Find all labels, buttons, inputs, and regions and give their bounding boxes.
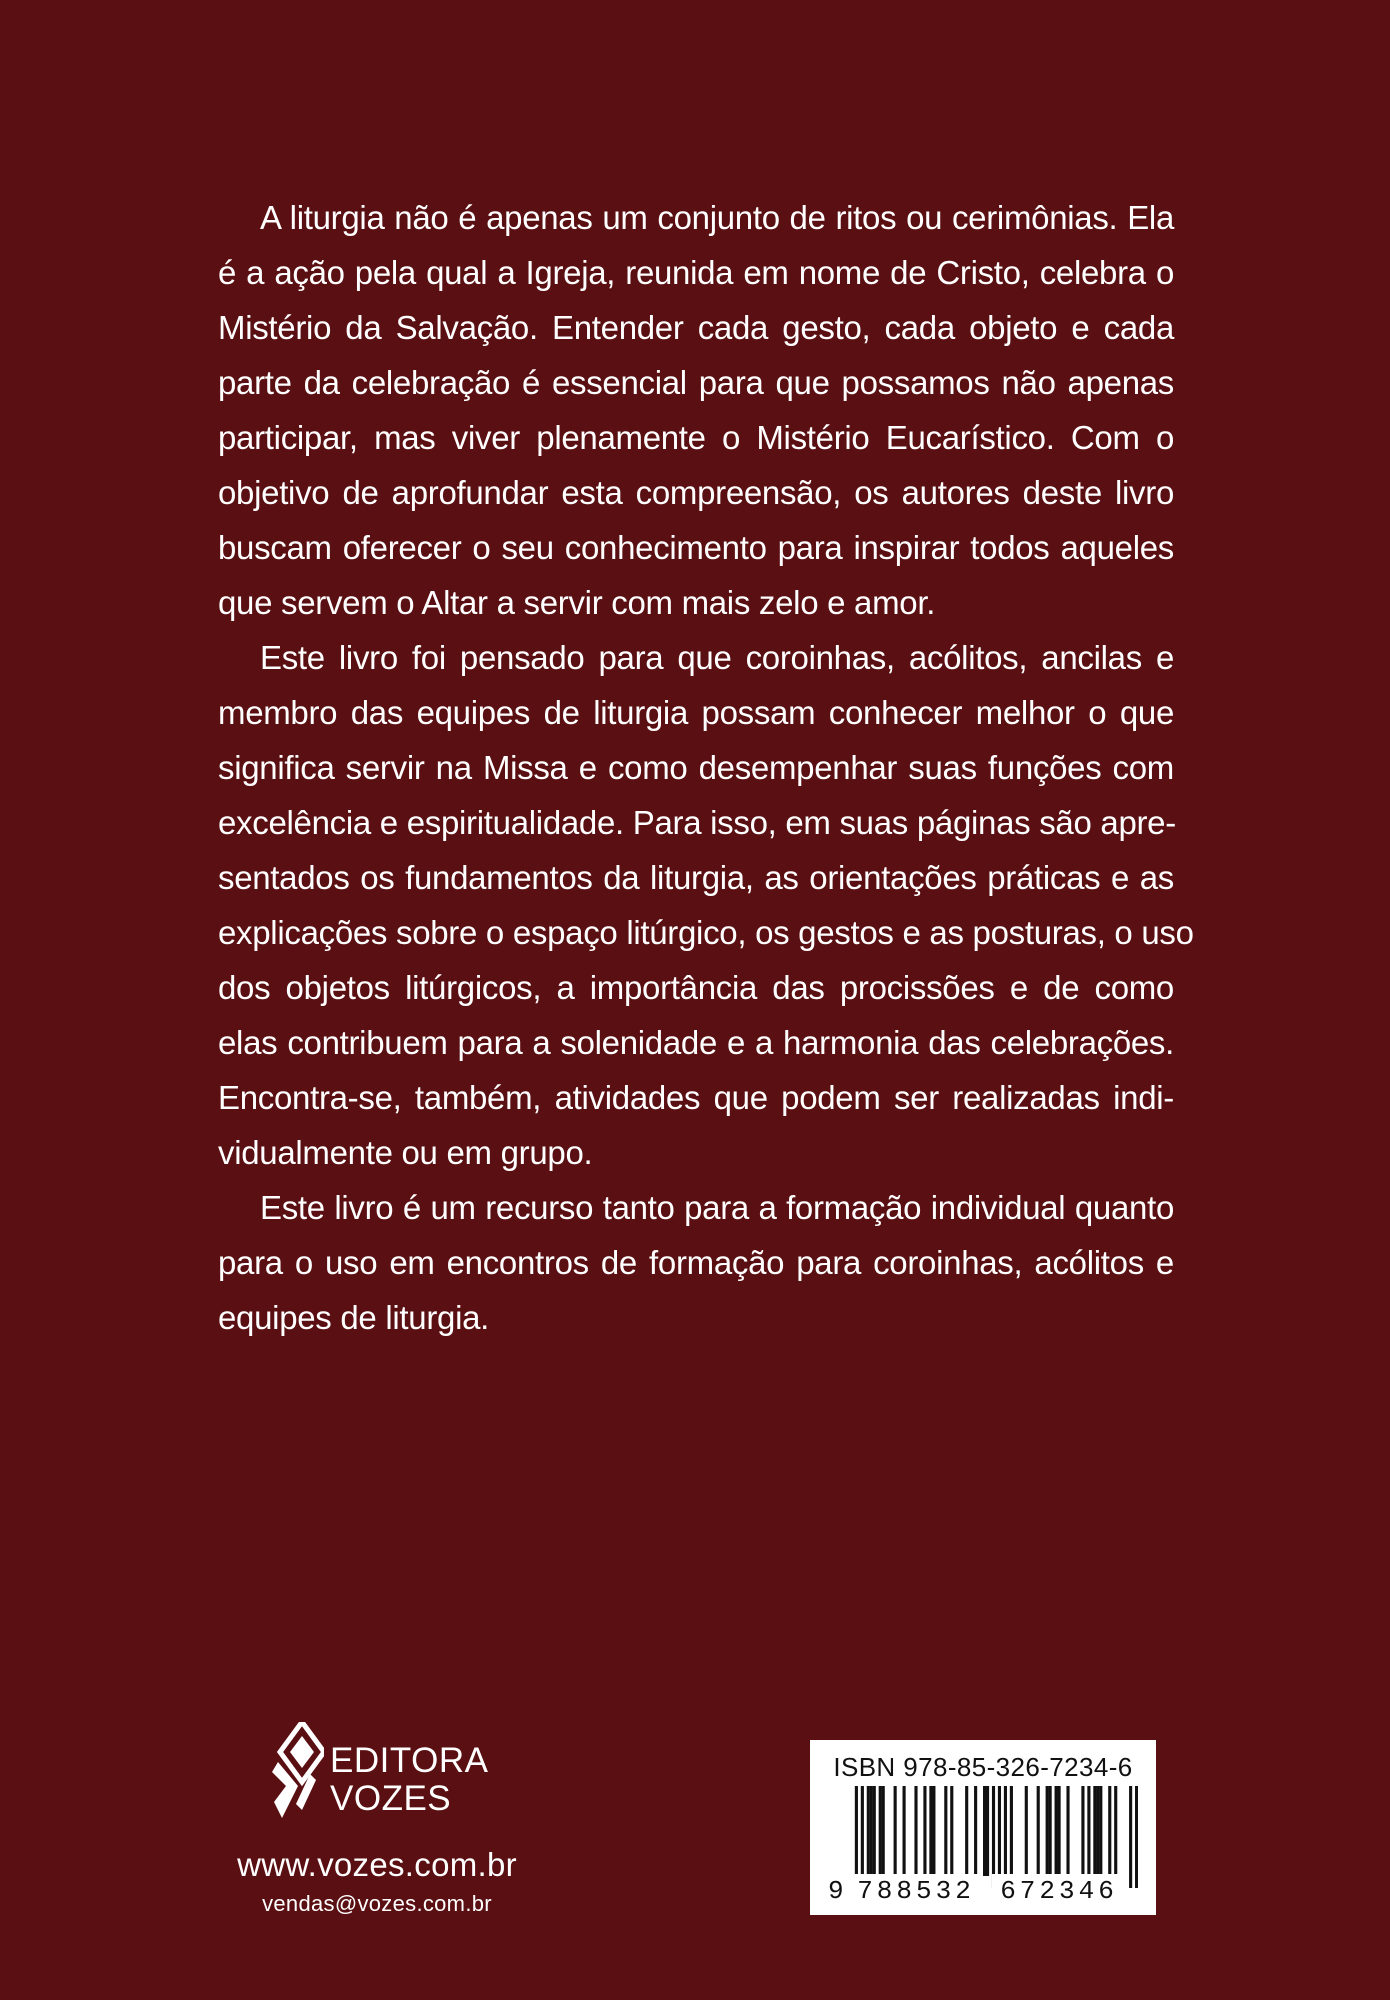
barcode-bar: [1010, 1786, 1013, 1876]
barcode-bar: [1129, 1786, 1132, 1888]
text-line: vidualmente ou em grupo.: [218, 1134, 593, 1171]
barcode-bar: [1049, 1786, 1052, 1876]
text-line: é a ação pela qual a Igreja, reunida em nome de Cristo, celebra o: [218, 254, 1174, 291]
publisher-name: [330, 1742, 488, 1818]
barcode-bar: [932, 1786, 935, 1876]
isbn-barcode: [810, 1740, 1156, 1915]
synopsis-paragraph-3: [218, 1180, 1174, 1345]
text-line: Este livro foi pensado para que coroinhas, acólitos, ancilas e: [260, 639, 1174, 676]
text-line: participar, mas viver plenamente o Mistério Eucarístico. Com o: [218, 419, 1174, 456]
barcode-bar: [986, 1786, 989, 1876]
barcode-bar: [867, 1786, 870, 1876]
barcode-bar: [855, 1786, 858, 1888]
text-line: Encontra-se, também, atividades que podem ser realizadas indi-: [218, 1079, 1174, 1116]
barcode-bar: [882, 1786, 885, 1876]
barcode-bar: [983, 1786, 986, 1876]
publisher-name-line2: VOZES: [330, 1779, 452, 1818]
text-line: explicações sobre o espaço litúrgico, os gestos e as posturas, o uso: [218, 914, 1194, 951]
text-line: Mistério da Salvação. Entender cada gesto, cada objeto e cada: [218, 309, 1174, 346]
barcode-bar: [1096, 1786, 1099, 1876]
text-line: elas contribuem para a solenidade e a harmonia das celebrações.: [218, 1024, 1174, 1061]
barcode-bar: [950, 1786, 953, 1876]
text-line: objetivo de aprofundar esta compreensão, os autores deste livro: [218, 474, 1174, 511]
publisher-website: www.vozes.com.br: [237, 1846, 517, 1883]
barcode-bar: [1114, 1786, 1117, 1876]
barcode-bar: [870, 1786, 873, 1876]
text-line: A liturgia não é apenas um conjunto de ritos ou cerimônias. Ela: [260, 199, 1174, 236]
text-line: parte da celebração é essencial para que possamos não apenas: [218, 364, 1174, 401]
barcode-digit-group-1: 788532: [850, 1874, 982, 1908]
barcode-bar: [1108, 1786, 1111, 1876]
isbn-label: ISBN 978-85-326-7234-6: [833, 1752, 1133, 1782]
barcode-bar: [974, 1786, 977, 1876]
barcode-bar: [1093, 1786, 1096, 1876]
barcode-digit-group-2: 672346: [992, 1874, 1126, 1908]
barcode-bar: [1025, 1786, 1028, 1876]
text-line: excelência e espiritualidade. Para isso, em suas páginas são apre-: [218, 804, 1176, 841]
barcode-bar: [914, 1786, 917, 1876]
text-line: para o uso em encontros de formação para coroinhas, acólitos e: [218, 1244, 1174, 1281]
barcode-digit-lead: 9: [828, 1876, 844, 1906]
barcode-bar: [1058, 1786, 1061, 1876]
synopsis-paragraph-2: [218, 630, 1194, 1180]
barcode-digits: [828, 1874, 1138, 1908]
publisher-email: vendas@vozes.com.br: [262, 1891, 492, 1916]
barcode-bar: [1087, 1786, 1090, 1876]
barcode-bar: [894, 1786, 897, 1876]
vozes-flame-logo-icon: [272, 1722, 324, 1818]
publisher-name-line1: EDITORA: [330, 1741, 489, 1780]
barcode-bar: [923, 1786, 926, 1876]
barcode-bar: [992, 1786, 995, 1888]
barcode-bar: [1081, 1786, 1084, 1876]
barcode-bar: [1004, 1786, 1007, 1876]
barcode-bar: [965, 1786, 968, 1876]
barcode-bar: [879, 1786, 882, 1876]
synopsis-paragraph-1: [218, 190, 1174, 630]
barcode-bar: [1037, 1786, 1040, 1876]
text-line: sentados os fundamentos da liturgia, as orientações práticas e as: [218, 859, 1174, 896]
barcode-bar: [1099, 1786, 1102, 1876]
barcode-bar: [1066, 1786, 1069, 1876]
text-line: dos objetos litúrgicos, a importância das procissões e de como: [218, 969, 1174, 1006]
synopsis-text: [218, 190, 1194, 1345]
barcode-bar: [998, 1786, 1001, 1888]
text-line: significa servir na Missa e como desempenhar suas funções com: [218, 749, 1174, 786]
barcode-bar: [873, 1786, 876, 1876]
barcode-bar: [929, 1786, 932, 1876]
text-line: equipes de liturgia.: [218, 1299, 490, 1336]
barcode-bar: [903, 1786, 906, 1876]
text-line: buscam oferecer o seu conhecimento para inspirar todos aqueles: [218, 529, 1174, 566]
barcode-bars: [828, 1786, 1138, 1888]
barcode-bar: [1135, 1786, 1138, 1888]
barcode-bar: [1055, 1786, 1058, 1876]
barcode-bar: [861, 1786, 864, 1888]
text-line: membro das equipes de liturgia possam conhecer melhor o que: [218, 694, 1174, 731]
publisher-logo: [272, 1722, 502, 1818]
text-line: que servem o Altar a servir com mais zelo e amor.: [218, 584, 936, 621]
barcode-bar: [1046, 1786, 1049, 1876]
text-line: Este livro é um recurso tanto para a formação individual quanto: [260, 1189, 1174, 1226]
barcode-bar: [944, 1786, 947, 1876]
